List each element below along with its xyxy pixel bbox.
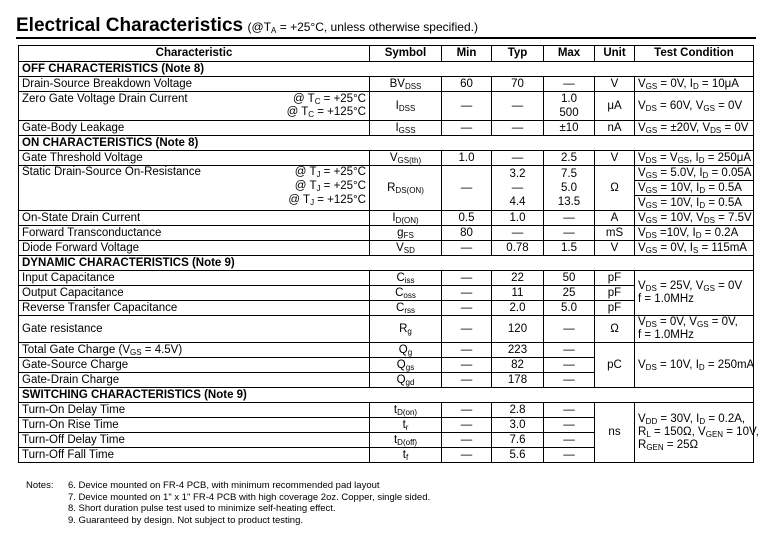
title-main: Electrical Characteristics xyxy=(16,15,244,36)
section-dynamic: DYNAMIC CHARACTERISTICS (Note 9) xyxy=(19,256,754,271)
table-row: Gate-Source Charge $Q_{gs}$ — 82 — xyxy=(19,358,754,373)
note-item: 8. Short duration pulse test used to minimize self-heating effect. xyxy=(68,503,336,514)
test-condition: $V_{GS} = 10V$, $I_D = 0.5A$ xyxy=(635,196,754,211)
header-test-condition: Test Condition xyxy=(635,46,754,62)
table-row: On-State Drain Current $I_{D(ON)}$ 0.5 1.0 — A $V_{GS} = 10V$, $V_{DS} = 7.5V$ xyxy=(19,211,754,226)
table-row: Gate-Body Leakage $I_{GSS}$ — — ±10 nA $V_{GS} = \pm 20V$, $V_{DS} = 0V$ xyxy=(19,121,754,136)
electrical-characteristics-table xyxy=(18,45,759,463)
notes-block xyxy=(26,480,430,526)
symbol: $I_{DSS}$ xyxy=(370,92,442,121)
test-condition: $V_{DS} = 60V$, $V_{GS} = 0V$ xyxy=(635,92,754,121)
symbol: $t_f$ xyxy=(370,448,442,463)
test-condition: $V_{GS} = 5.0V$, $I_D = 0.05A$ xyxy=(635,166,754,181)
test-condition: $V_{GS} = 0V$, $I_S = 115mA$ xyxy=(635,241,754,256)
section-switching: SWITCHING CHARACTERISTICS (Note 9) xyxy=(19,388,754,403)
table-row: Drain-Source Breakdown Voltage $BV_{DSS}$ 60 70 — V $V_{GS} = 0V$, $I_D = 10\mu A$ xyxy=(19,77,754,92)
symbol: $Q_{gs}$ xyxy=(370,358,442,373)
test-condition: $V_{DD} = 30V$, $I_D = 0.2A$, $R_L = 150\Omega$, $V_{GEN} = 10V$, $R_{GEN} = 25\Omega$ xyxy=(635,403,754,463)
symbol: $V_{SD}$ xyxy=(370,241,442,256)
table-row: Turn-On Rise Time $t_r$ — 3.0 — xyxy=(19,418,754,433)
symbol: $t_{D(on)}$ xyxy=(370,403,442,418)
symbol: $t_r$ xyxy=(370,418,442,433)
header-typ: Typ xyxy=(492,46,544,62)
test-condition: $V_{DS} = 25V$, $V_{GS} = 0V$ f = 1.0MHz xyxy=(635,271,754,316)
header-characteristic: Characteristic xyxy=(19,46,370,62)
header-max: Max xyxy=(544,46,595,62)
table-row: Static Drain-Source On-Resistance @ $T_J = +25^\circ C$ @ $T_J = +25^\circ C$ @ $T_J = +125^\circ C$ $R_{DS(ON)}$ — 3.2 — 4.4 7.5 5.0 13.5 Ω $V_{GS} = 5.0V$, $I_D = 0.05A$ xyxy=(19,166,754,181)
symbol: $C_{rss}$ xyxy=(370,301,442,316)
table-row: Output Capacitance $C_{oss}$ — 11 25 pF xyxy=(19,286,754,301)
test-condition: $V_{GS} = 10V$, $V_{DS} = 7.5V$ xyxy=(635,211,754,226)
test-condition: $V_{DS} = V_{GS}$, $I_D = 250\mu A$ xyxy=(635,151,754,166)
test-condition: $V_{GS} = 0V$, $I_D = 10\mu A$ xyxy=(635,77,754,92)
header-min: Min xyxy=(442,46,492,62)
table-row: Input Capacitance $C_{iss}$ — 22 50 pF $V_{DS} = 25V$, $V_{GS} = 0V$ f = 1.0MHz xyxy=(19,271,754,286)
test-condition: $V_{DS} = 0V$, $V_{GS} = 0V$, f = 1.0MHz xyxy=(635,316,754,343)
symbol: $R_g$ xyxy=(370,316,442,343)
section-off: OFF CHARACTERISTICS (Note 8) xyxy=(19,62,754,77)
symbol: $I_{GSS}$ xyxy=(370,121,442,136)
note-item: 7. Device mounted on 1" x 1" FR-4 PCB with high coverage 2oz. Copper, single sided. xyxy=(68,491,431,503)
table-row: Turn-On Delay Time $t_{D(on)}$ — 2.8 — ns $V_{DD} = 30V$, $I_D = 0.2A$, $R_L = 150\Omega$, $V_{GEN} = 10V$, $R_{GEN} = 25\Omega$ xyxy=(19,403,754,418)
test-condition: $V_{GS} = 10V$, $I_D = 0.5A$ xyxy=(635,181,754,196)
symbol: $g_{FS}$ xyxy=(370,226,442,241)
note-item: 6. Device mounted on FR-4 PCB, with minimum recommended pad layout xyxy=(68,480,380,491)
table-row: Reverse Transfer Capacitance $C_{rss}$ — 2.0 5.0 pF xyxy=(19,301,754,316)
section-row xyxy=(19,388,754,403)
page-title xyxy=(16,15,756,39)
symbol: $BV_{DSS}$ xyxy=(370,77,442,92)
symbol: $I_{D(ON)}$ xyxy=(370,211,442,226)
section-on: ON CHARACTERISTICS (Note 8) xyxy=(19,136,754,151)
section-row xyxy=(19,256,754,271)
section-row xyxy=(19,136,754,151)
notes-label: Notes: xyxy=(26,480,54,491)
table-row: Turn-Off Fall Time $t_f$ — 5.6 — xyxy=(19,448,754,463)
table-row: Forward Transconductance $g_{FS}$ 80 — — mS $V_{DS} =10V$, $I_D = 0.2A$ xyxy=(19,226,754,241)
symbol: $Q_g$ xyxy=(370,343,442,358)
table-row: Diode Forward Voltage $V_{SD}$ — 0.78 1.5 V $V_{GS} = 0V$, $I_S = 115mA$ xyxy=(19,241,754,256)
table-row: Zero Gate Voltage Drain Current @ $T_C = +25^\circ C$ @ $T_C = +125^\circ C$ $I_{DSS}$ — — 1.0 500 μA $V_{DS} = 60V$, $V_{GS} = 0V$ xyxy=(19,92,754,121)
header-symbol: Symbol xyxy=(370,46,442,62)
note-item: 9. Guaranteed by design. Not subject to product testing. xyxy=(68,514,304,526)
symbol: $C_{iss}$ xyxy=(370,271,442,286)
symbol: $t_{D(off)}$ xyxy=(370,433,442,448)
table-row: Total Gate Charge $(V_{GS} = 4.5V)$ $Q_g$ — 223 — pC $V_{DS} = 10V$, $I_D = 250mA$ xyxy=(19,343,754,358)
symbol: $Q_{gd}$ xyxy=(370,373,442,388)
symbol: $C_{oss}$ xyxy=(370,286,442,301)
symbol: $V_{GS(th)}$ xyxy=(370,151,442,166)
table-row: Gate-Drain Charge $Q_{gd}$ — 178 — xyxy=(19,373,754,388)
table-row: Gate resistance $R_g$ — 120 — Ω $V_{DS} = 0V$, $V_{GS} = 0V$, f = 1.0MHz xyxy=(19,316,754,343)
table-header-row xyxy=(19,46,754,62)
symbol: $R_{DS(ON)}$ xyxy=(370,166,442,211)
table-row: Gate Threshold Voltage $V_{GS(th)}$ 1.0 — 2.5 V $V_{DS} = V_{GS}$, $I_D = 250\mu A$ xyxy=(19,151,754,166)
section-row xyxy=(19,62,754,77)
title-condition: ($@T_A = +25^\circ C$, unless otherwise specified.) xyxy=(247,20,478,35)
test-condition: $V_{DS} =10V$, $I_D = 0.2A$ xyxy=(635,226,754,241)
header-unit: Unit xyxy=(595,46,635,62)
table-row: Turn-Off Delay Time $t_{D(off)}$ — 7.6 — xyxy=(19,433,754,448)
test-condition: $V_{GS} = \pm 20V$, $V_{DS} = 0V$ xyxy=(635,121,754,136)
test-condition: $V_{DS} = 10V$, $I_D = 250mA$ xyxy=(635,343,754,388)
